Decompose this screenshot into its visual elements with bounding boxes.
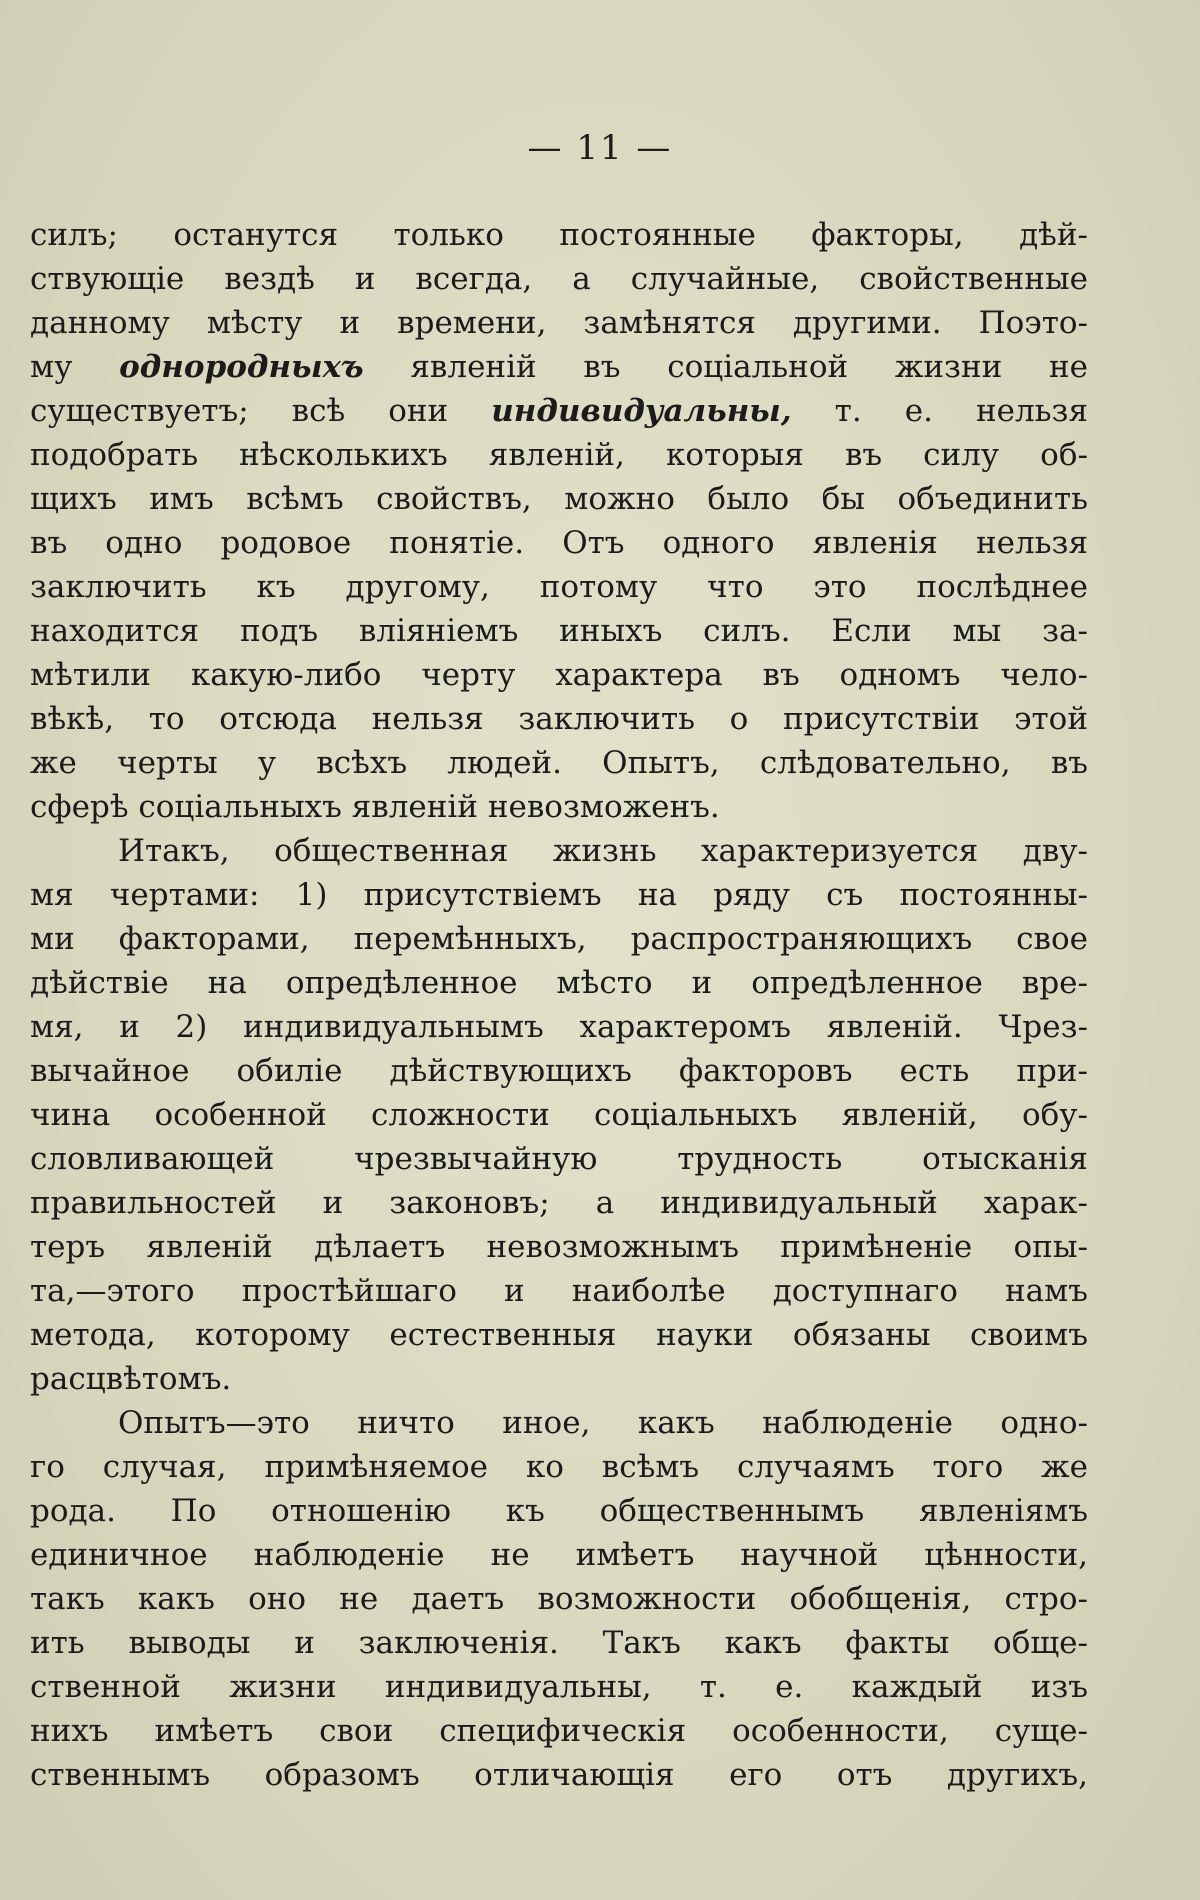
- text-line: [30, 433, 1088, 477]
- text-line: [30, 213, 1088, 257]
- text-line: [30, 301, 1088, 345]
- text-line: [30, 1401, 1088, 1445]
- text-span: находится подъ вліяніемъ иныхъ силъ. Если мы за-: [30, 613, 1088, 649]
- text-line: [30, 1445, 1088, 1489]
- text-line: [30, 1357, 1088, 1401]
- text-span: вѣкѣ, то отсюда нельзя заключить о присутствіи этой: [30, 701, 1088, 737]
- text-line: [30, 389, 1088, 433]
- text-line: [30, 1753, 1088, 1797]
- page-number: — 11 —: [527, 128, 673, 168]
- text-span: му: [30, 349, 120, 385]
- text-line: [30, 257, 1088, 301]
- text-span: силъ; останутся только постоянные факторы, дѣй-: [30, 217, 1088, 253]
- text-line: [30, 477, 1088, 521]
- text-line: [30, 609, 1088, 653]
- text-span: заключить къ другому, потому что это послѣднее: [30, 569, 1088, 605]
- text-line: [30, 1709, 1088, 1753]
- text-line: [30, 1093, 1088, 1137]
- text-line: [30, 1489, 1088, 1533]
- text-span: т. е. нельзя: [791, 393, 1088, 429]
- text-span: единичное наблюденіе не имѣетъ научной цѣнности,: [30, 1537, 1088, 1573]
- text-span: Итакъ, общественная жизнь характеризуется дву-: [118, 833, 1088, 869]
- text-line: [30, 1137, 1088, 1181]
- text-span: явленій въ соціальной жизни не: [363, 349, 1088, 385]
- text-span: ственнымъ образомъ отличающія его отъ другихъ,: [30, 1757, 1088, 1793]
- text-line: [30, 1269, 1088, 1313]
- text-span: го случая, примѣняемое ко всѣмъ случаямъ того же: [30, 1449, 1088, 1485]
- text-span: теръ явленій дѣлаетъ невозможнымъ примѣненіе опы-: [30, 1229, 1088, 1265]
- text-span: щихъ имъ всѣмъ свойствъ, можно было бы объединить: [30, 481, 1088, 517]
- text-span: Опытъ—это ничто иное, какъ наблюденіе одно-: [118, 1405, 1088, 1441]
- text-line: [30, 1313, 1088, 1357]
- text-span: вычайное обиліе дѣйствующихъ факторовъ есть при-: [30, 1053, 1088, 1089]
- text-span: данному мѣсту и времени, замѣнятся другими. Поэто-: [30, 305, 1088, 341]
- text-span: метода, которому естественныя науки обязаны своимъ: [30, 1317, 1088, 1353]
- text-span: нихъ имѣетъ свои специфическія особенности, суще-: [30, 1713, 1088, 1749]
- text-line: [30, 521, 1088, 565]
- text-span: словливающей чрезвычайную трудность отысканія: [30, 1141, 1088, 1177]
- text-line: [30, 1533, 1088, 1577]
- text-span: мѣтили какую-либо черту характера въ одномъ чело-: [30, 657, 1088, 693]
- text-span: расцвѣтомъ.: [30, 1361, 232, 1397]
- text-line: [30, 1181, 1088, 1225]
- text-span: ственной жизни индивидуальны, т. е. каждый изъ: [30, 1669, 1088, 1705]
- text-line: [30, 345, 1088, 389]
- text-line: [30, 1005, 1088, 1049]
- text-line: [30, 1225, 1088, 1269]
- text-span: дѣйствіе на опредѣленное мѣсто и опредѣленное вре-: [30, 965, 1088, 1001]
- text-span: ствующіе вездѣ и всегда, а случайные, свойственные: [30, 261, 1088, 297]
- body-text: [30, 213, 1088, 1797]
- text-span: же черты у всѣхъ людей. Опытъ, слѣдовательно, въ: [30, 745, 1088, 781]
- text-span: ми факторами, перемѣнныхъ, распространяющихъ свое: [30, 921, 1088, 957]
- italic-word: однородныхъ: [119, 349, 364, 385]
- text-line: [30, 917, 1088, 961]
- text-line: [30, 873, 1088, 917]
- text-line: [30, 961, 1088, 1005]
- text-line: [30, 741, 1088, 785]
- text-line: [30, 785, 1088, 829]
- text-line: [30, 653, 1088, 697]
- text-span: ить выводы и заключенія. Такъ какъ факты обще-: [30, 1625, 1088, 1661]
- text-line: [30, 1049, 1088, 1093]
- text-span: та,—этого простѣйшаго и наиболѣе доступнаго намъ: [30, 1273, 1088, 1309]
- italic-word: индивидуальны,: [491, 393, 792, 429]
- text-line: [30, 829, 1088, 873]
- text-line: [30, 697, 1088, 741]
- text-span: чина особенной сложности соціальныхъ явленій, обу-: [30, 1097, 1088, 1133]
- text-line: [30, 1665, 1088, 1709]
- text-span: мя, и 2) индивидуальнымъ характеромъ явленій. Чрез-: [30, 1009, 1088, 1045]
- text-span: существуетъ; всѣ они: [30, 393, 492, 429]
- text-span: рода. По отношенію къ общественнымъ явленіямъ: [30, 1493, 1088, 1529]
- text-span: въ одно родовое понятіе. Отъ одного явленія нельзя: [30, 525, 1088, 561]
- text-line: [30, 565, 1088, 609]
- text-span: подобрать нѣсколькихъ явленій, которыя въ силу об-: [30, 437, 1088, 473]
- text-span: такъ какъ оно не даетъ возможности обобщенія, стро-: [30, 1581, 1088, 1617]
- text-span: мя чертами: 1) присутствіемъ на ряду съ постоянны-: [30, 877, 1088, 913]
- text-span: правильностей и законовъ; а индивидуальный харак-: [30, 1185, 1088, 1221]
- text-line: [30, 1577, 1088, 1621]
- text-span: сферѣ соціальныхъ явленій невозможенъ.: [30, 789, 720, 825]
- text-line: [30, 1621, 1088, 1665]
